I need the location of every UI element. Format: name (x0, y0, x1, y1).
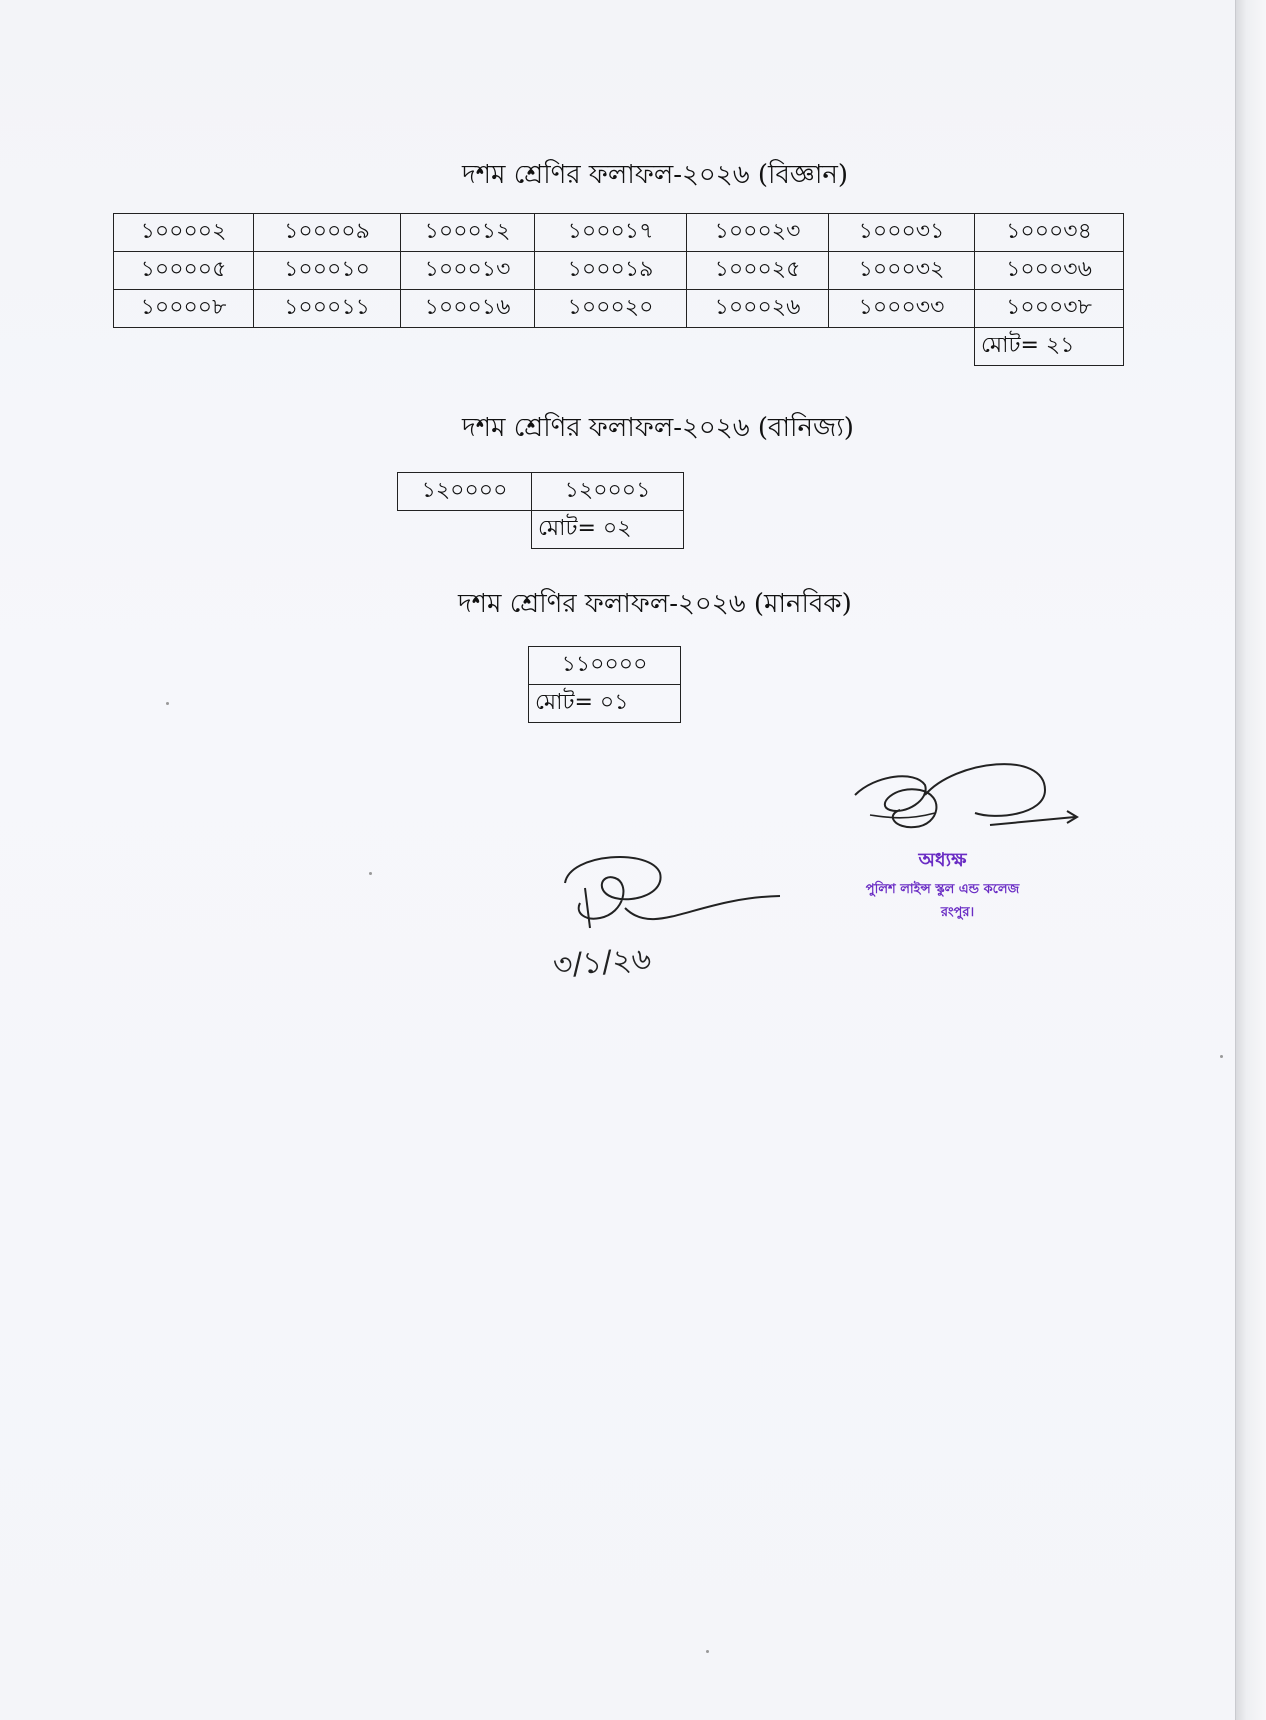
roll-number-cell: ১০০০৩৮ (975, 290, 1124, 328)
roll-number-cell: ১০০০১০ (254, 252, 401, 290)
science-results-table (113, 213, 1124, 366)
roll-number-cell: ১০০০১৯ (535, 252, 687, 290)
table-row (114, 290, 1124, 328)
stamp-line1: পুলিশ লাইন্স স্কুল এন্ড কলেজ (865, 882, 1020, 897)
paper-speck (369, 872, 372, 875)
roll-number-cell: ১০০০২৩ (687, 214, 829, 252)
total-row (398, 511, 684, 549)
roll-number-cell: ১০০০৩২ (829, 252, 975, 290)
roll-number-cell: ১০০০২৫ (687, 252, 829, 290)
table-row (114, 214, 1124, 252)
roll-number-cell: ১০০০০৫ (114, 252, 254, 290)
blank-cell (687, 328, 829, 366)
page-edge-shadow (1235, 0, 1266, 1720)
roll-number-cell: ১০০০৩৩ (829, 290, 975, 328)
blank-cell (254, 328, 401, 366)
roll-number-cell: ১০০০০৯ (254, 214, 401, 252)
roll-number-cell: ১০০০১২ (401, 214, 535, 252)
roll-number-cell: ১০০০০৮ (114, 290, 254, 328)
roll-number-cell: ১০০০৩১ (829, 214, 975, 252)
total-cell: মোট= ০২ (532, 511, 684, 549)
roll-number-cell: ১০০০১৬ (401, 290, 535, 328)
total-cell: মোট= ০১ (529, 685, 681, 723)
roll-number-cell: ১২০০০০ (398, 473, 532, 511)
stamp-title: অধ্যক্ষ (918, 849, 967, 871)
paper-speck (706, 1650, 709, 1653)
total-cell: মোট= ২১ (975, 328, 1124, 366)
handwritten-date: ৩/১/২৬ (551, 941, 653, 984)
humanities-results-table (528, 646, 681, 723)
secondary-signature (555, 848, 785, 948)
roll-number-cell: ১০০০১১ (254, 290, 401, 328)
commerce-heading: দশম শ্রেণির ফলাফল-২০২৬ (বানিজ্য) (462, 413, 854, 443)
table-row (529, 647, 681, 685)
roll-number-cell: ১১০০০০ (529, 647, 681, 685)
paper-speck (166, 702, 169, 705)
roll-number-cell: ১০০০১৭ (535, 214, 687, 252)
roll-number-cell: ১০০০২৬ (687, 290, 829, 328)
table-row (398, 473, 684, 511)
roll-number-cell: ১২০০০১ (532, 473, 684, 511)
blank-cell (829, 328, 975, 366)
roll-number-cell: ১০০০১৩ (401, 252, 535, 290)
table-row (114, 252, 1124, 290)
commerce-results-table (397, 472, 684, 549)
science-heading: দশম শ্রেণির ফলাফল-২০২৬ (বিজ্ঞান) (462, 160, 849, 190)
paper-speck (1220, 1055, 1223, 1058)
blank-cell (401, 328, 535, 366)
blank-cell (114, 328, 254, 366)
total-row (114, 328, 1124, 366)
roll-number-cell: ১০০০৩৪ (975, 214, 1124, 252)
stamp-line2: রংপুর। (940, 905, 975, 920)
principal-stamp (815, 846, 1070, 924)
total-row (529, 685, 681, 723)
roll-number-cell: ১০০০২০ (535, 290, 687, 328)
blank-cell (398, 511, 532, 549)
blank-cell (535, 328, 687, 366)
roll-number-cell: ১০০০৩৬ (975, 252, 1124, 290)
humanities-heading: দশম শ্রেণির ফলাফল-২০২৬ (মানবিক) (458, 589, 852, 619)
principal-signature (845, 755, 1085, 845)
roll-number-cell: ১০০০০২ (114, 214, 254, 252)
